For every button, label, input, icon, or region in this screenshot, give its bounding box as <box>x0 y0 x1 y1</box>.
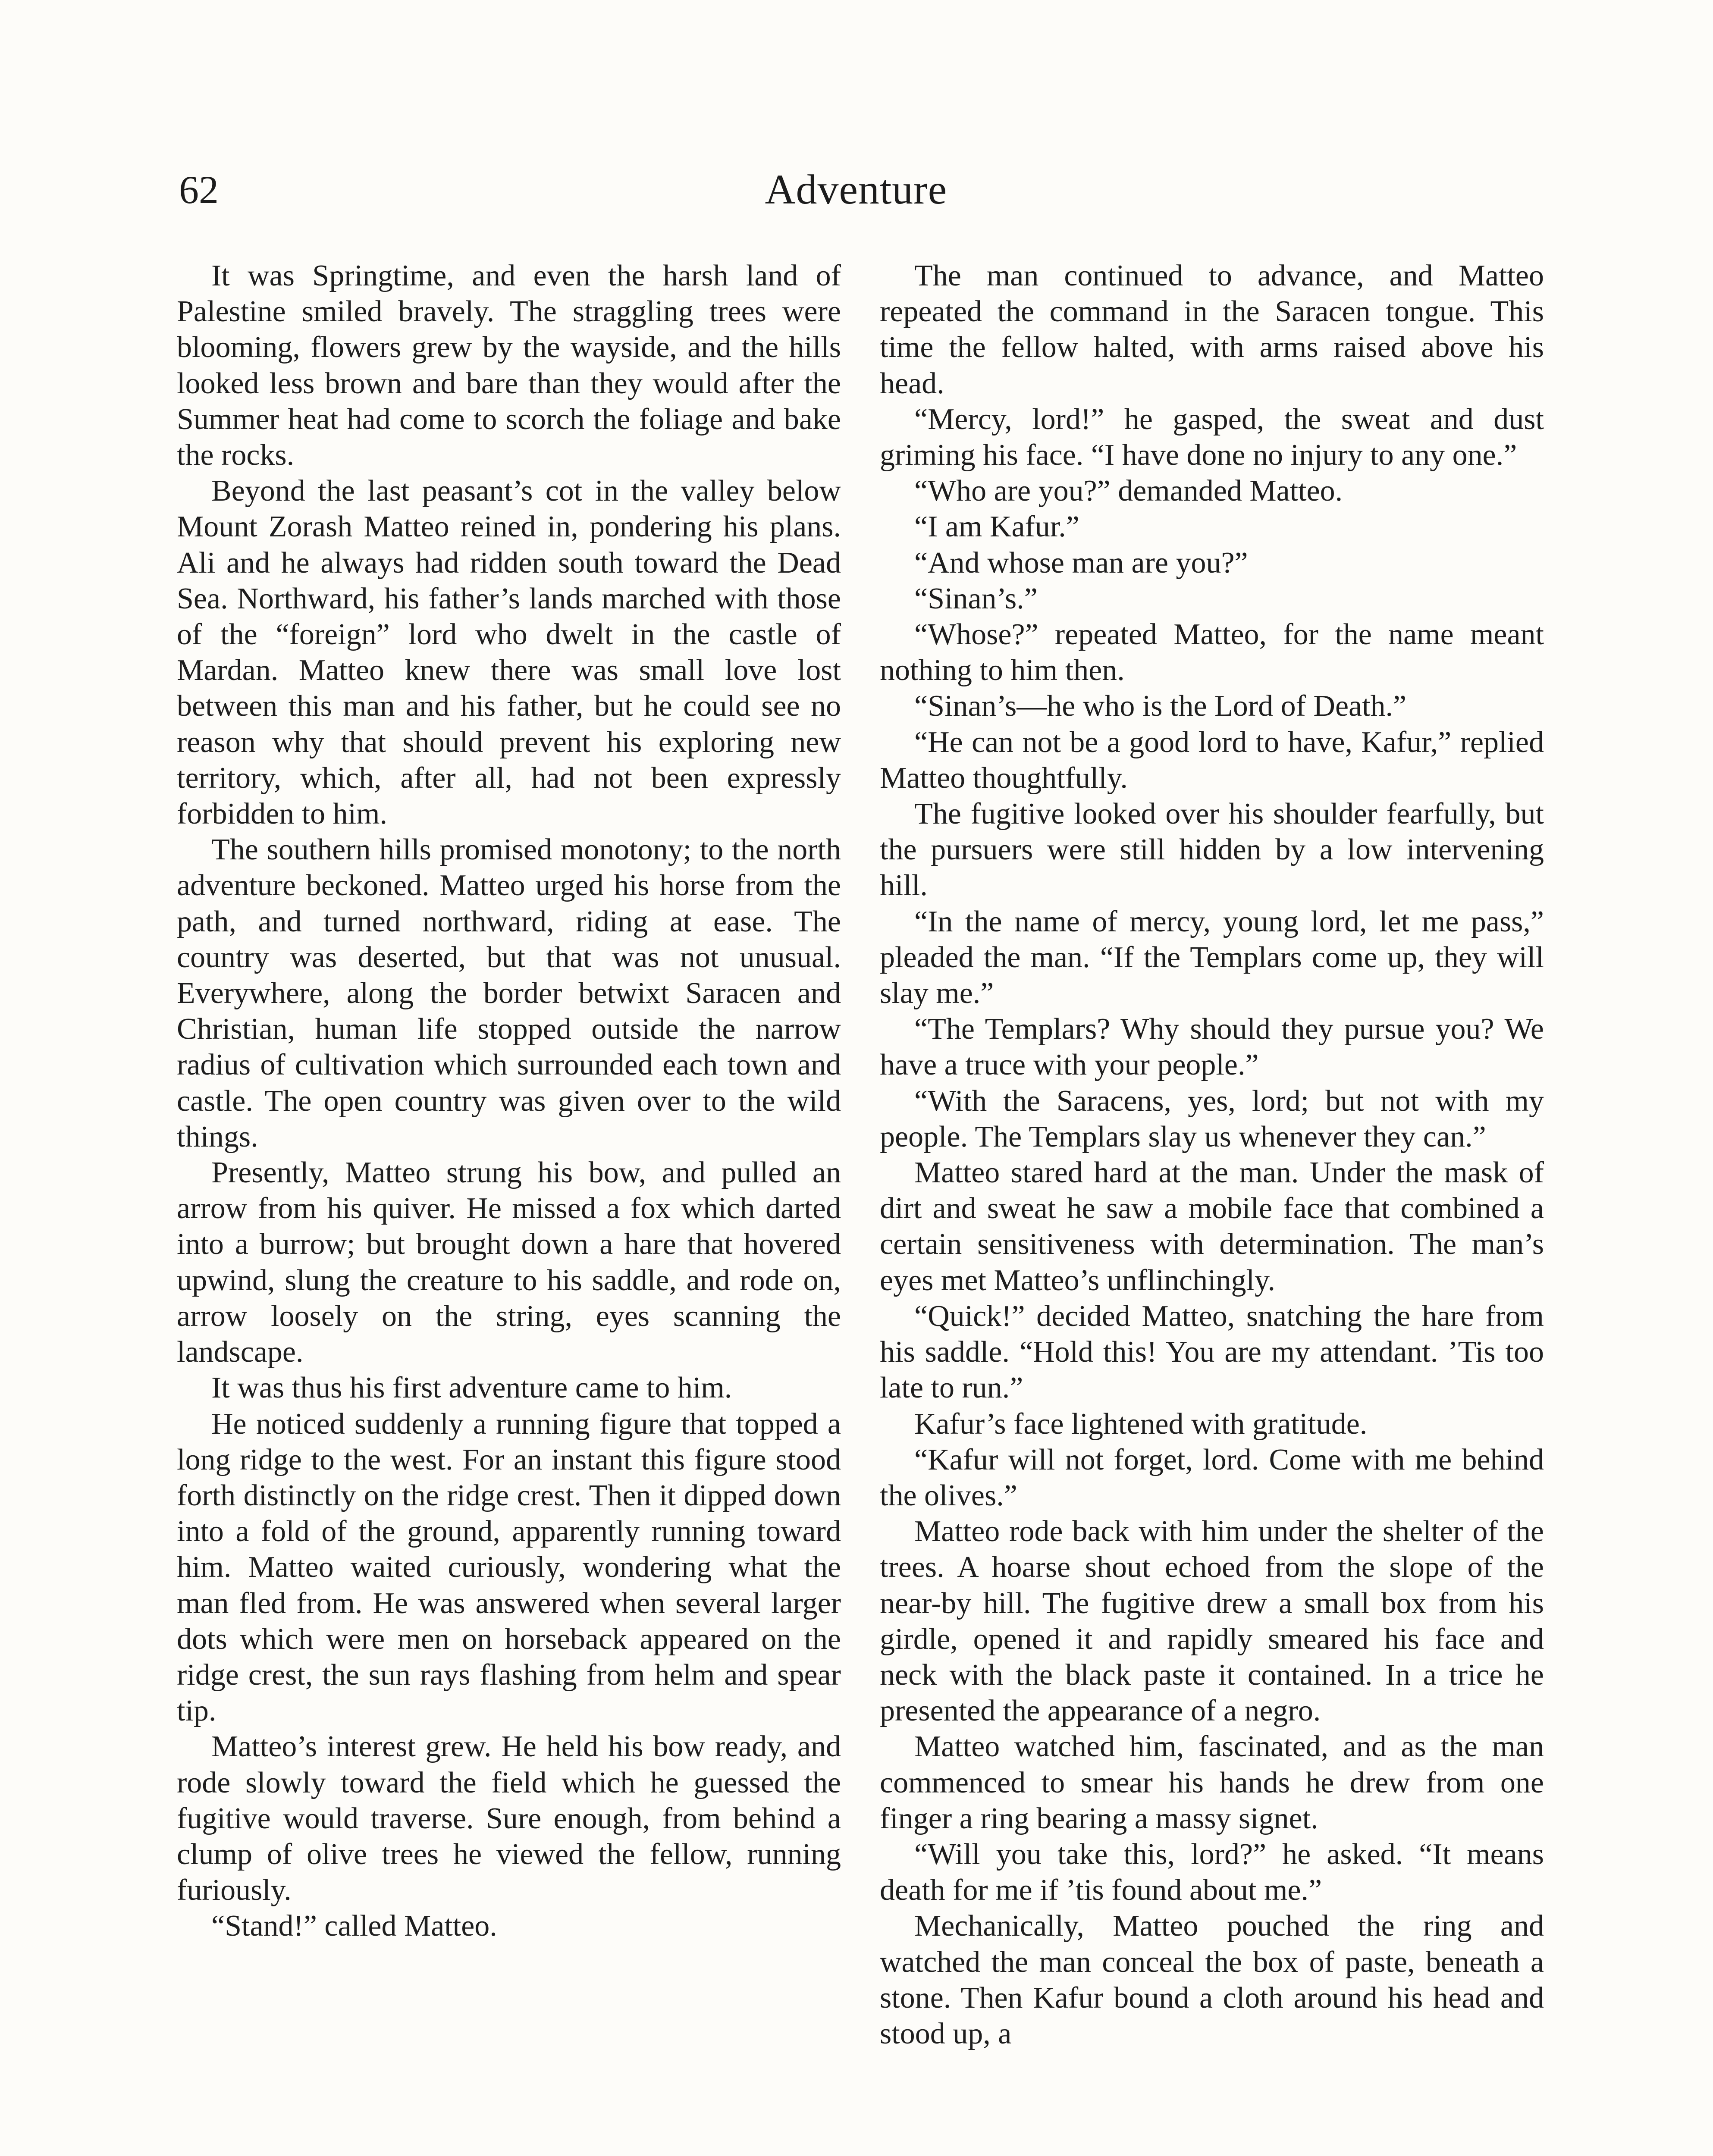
paragraph: Beyond the last peasant’s cot in the valley below Mount Zorash Matteo reined in, pondering his plans. Ali and he always had ridden south toward the Dead Sea. Northward, his father’s lands marched with those of the “foreign” lord who dwelt in the castle of Mardan. Matteo knew there was small love lost between this man and his father, but he could see no reason why that should prevent his exploring new territory, which, after all, had not been expressly forbidden to him. <box>177 474 841 831</box>
paragraph: Presently, Matteo strung his bow, and pulled an arrow from his quiver. He missed a fox which darted into a burrow; but brought down a hare that hovered upwind, slung the creature to his saddle, and rode on, arrow loosely on the string, eyes scanning the landscape. <box>177 1156 841 1369</box>
paragraph: “I am Kafur.” <box>914 510 1079 544</box>
paragraph: “Quick!” decided Matteo, snatching the hare from his saddle. “Hold this! You are my attendant. ’Tis too late to run.” <box>880 1299 1544 1405</box>
paragraph: “Kafur will not forget, lord. Come with me behind the olives.” <box>880 1443 1544 1512</box>
paragraph: “Will you take this, lord?” he asked. “It means death for me if ’tis found about me.” <box>880 1837 1544 1907</box>
paragraph: “He can not be a good lord to have, Kafur,” replied Matteo thoughtfully. <box>880 725 1544 795</box>
paragraph: Matteo watched him, fascinated, and as the man commenced to smear his hands he drew from one finger a ring bearing a massy signet. <box>880 1730 1544 1835</box>
paragraph: “Who are you?” demanded Matteo. <box>914 474 1343 508</box>
page-number: 62 <box>179 168 219 212</box>
paragraph: “Mercy, lord!” he gasped, the sweat and dust griming his face. “I have done no injury to any one.” <box>880 402 1544 472</box>
paragraph: Kafur’s face lightened with gratitude. <box>914 1407 1368 1441</box>
paragraph: The southern hills promised monotony; to the north adventure beckoned. Matteo urged his horse from the path, and turned northward, riding at ease. The country was deserted, but that was not unusual. Everywhere, along the border betwixt Saracen and Christian, human life stopped outside the narrow radius of cultivation which surrounded each town and castle. The open country was given over to the wild things. <box>177 833 841 1153</box>
paragraph: “And whose man are you?” <box>914 546 1248 580</box>
paragraph: “Sinan’s.” <box>914 582 1038 615</box>
text-column-right <box>880 258 1544 2052</box>
page-header <box>179 164 1533 216</box>
paragraph: It was thus his first adventure came to him. <box>211 1371 732 1405</box>
paragraph: “Sinan’s—he who is the Lord of Death.” <box>914 689 1407 723</box>
paragraph: “The Templars? Why should they pursue you? We have a truce with your people.” <box>880 1012 1544 1082</box>
paragraph: “Stand!” called Matteo. <box>211 1909 497 1943</box>
paragraph: Mechanically, Matteo pouched the ring and watched the man conceal the box of paste, beneath a stone. Then Kafur bound a cloth around his head and stood up, a <box>880 1909 1544 2050</box>
paragraph: He noticed suddenly a running figure that topped a long ridge to the west. For an instant this figure stood forth distinctly on the ridge crest. Then it dipped down into a fold of the ground, apparently running toward him. Matteo waited curiously, wondering what the man fled from. He was answered when several larger dots which were men on horseback appeared on the ridge crest, the sun rays flashing from helm and spear tip. <box>177 1407 841 1728</box>
paragraph: “In the name of mercy, young lord, let me pass,” pleaded the man. “If the Templars come up, they will slay me.” <box>880 905 1544 1010</box>
paragraph: The man continued to advance, and Matteo repeated the command in the Saracen tongue. This time the fellow halted, with arms raised above his head. <box>880 259 1544 400</box>
paragraph: Matteo stared hard at the man. Under the mask of dirt and sweat he saw a mobile face that combined a certain sensitiveness with determination. The man’s eyes met Matteo’s unflinchingly. <box>880 1156 1544 1297</box>
text-column-left <box>177 258 841 1944</box>
paragraph: Matteo rode back with him under the shelter of the trees. A hoarse shout echoed from the slope of the near-by hill. The fugitive drew a small box from his girdle, opened it and rapidly smeared his face and neck with the black paste it contained. In a trice he presented the appearance of a negro. <box>880 1515 1544 1728</box>
paragraph: The fugitive looked over his shoulder fearfully, but the pursuers were still hidden by a low intervening hill. <box>880 797 1544 903</box>
paragraph: Matteo’s interest grew. He held his bow ready, and rode slowly toward the field which he guessed the fugitive would traverse. Sure enough, from behind a clump of olive trees he viewed the fellow, running furiously. <box>177 1730 841 1907</box>
paragraph: “With the Saracens, yes, lord; but not with my people. The Templars slay us whenever they can.” <box>880 1084 1544 1153</box>
running-title: Adventure <box>765 166 947 213</box>
paragraph: It was Springtime, and even the harsh land of Palestine smiled bravely. The straggling trees were blooming, flowers grew by the wayside, and the hills looked less brown and bare than they would after the Summer heat had come to scorch the foliage and bake the rocks. <box>177 259 841 472</box>
paragraph: “Whose?” repeated Matteo, for the name meant nothing to him then. <box>880 618 1544 687</box>
